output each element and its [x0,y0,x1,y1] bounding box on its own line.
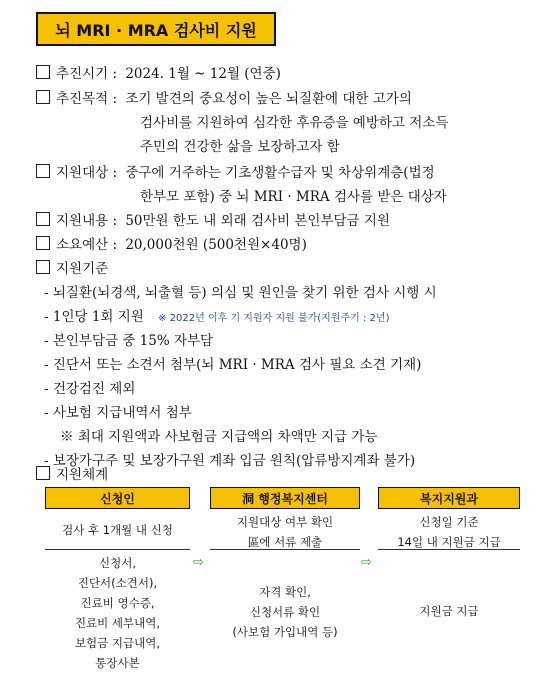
flow-detail-community-center [205,582,365,642]
flow-header-applicant: 신청인 [45,487,190,509]
content-value: 50만원 한도 내 외래 검사비 본인부담금 지원 [125,213,390,229]
flow-step-line: 신청일 기준 [419,515,479,529]
criteria-bullet-5: - 건강검진 제외 [44,381,136,397]
criteria-bullet-2-row [44,306,389,330]
criteria-note: ※ 2022년 이후 기 지원자 지원 불가(지원주기 : 2년) [158,313,390,324]
period-value: 2024. 1월 ~ 12월 (연중) [125,66,281,82]
flow-detail-line: 진료비 세부내역, [74,616,161,630]
flow-detail-applicant [40,553,195,673]
checkbox-icon [36,260,50,274]
flow-detail-line: 진료비 영수증, [80,596,155,610]
budget-label: 소요예산 : [56,237,118,253]
flow-step-applicant: 검사 후 1개월 내 신청 [62,523,173,537]
target-label: 지원대상 : [56,165,118,181]
flow-detail-line: (사보험 가입내역 등) [232,625,338,639]
flow-detail-line: 통장사본 [95,656,140,670]
flow-detail-line: 신청서, [99,556,136,570]
flow-divider [378,549,520,550]
criteria-bullet-1: - 뇌질환(뇌경색, 뇌출혈 등) 의심 및 원인을 찾기 위한 검사 시행 시 [44,285,437,301]
purpose-line-2: 검사비를 지원하여 심각한 후유증을 예방하고 저소득 [140,115,449,131]
flow-detail-line: 진단서(소견서), [77,576,158,590]
flow-detail-line: 자격 확인, [259,585,311,599]
flow-step-community-center [205,512,365,552]
item-content [36,210,390,232]
item-budget [36,234,307,256]
criteria-bullet-3: - 본인부담금 중 15% 자부담 [44,333,214,349]
arrow-right-icon: ⇨ [361,555,372,570]
item-system [36,464,108,486]
criteria-bullet-8: - 보장가구주 및 보장가구원 계좌 입금 원칙(압류방지계좌 불가) [44,453,416,469]
criteria-bullet-6: - 사보험 지급내역서 첨부 [44,405,192,421]
flow-step-line: 區에 서류 제출 [247,535,323,549]
checkbox-icon [36,212,50,226]
criteria-bullet-7: ※ 최대 지원액과 사보험금 지급액의 차액만 지급 가능 [60,429,378,445]
flow-step-line: 14일 내 지원금 지급 [397,535,501,549]
flow-step-welfare-division [373,512,525,552]
flow-step-line: 지원대상 여부 확인 [236,515,334,529]
criteria-bullet-2: - 1인당 1회 지원 [44,309,144,325]
checkbox-icon [36,466,50,480]
page-title: 뇌 MRI · MRA 검사비 지원 [36,12,276,46]
target-line-2: 한부모 포함) 중 뇌 MRI · MRA 검사를 받은 대상자 [140,189,447,205]
target-line-1: 중구에 거주하는 기초생활수급자 및 차상위계층(법정 [125,165,435,181]
checkbox-icon [36,164,50,178]
item-period [36,63,281,85]
checkbox-icon [36,236,50,250]
item-purpose [36,88,412,110]
flow-detail-line: 지원금 지급 [419,604,479,618]
flow-header-welfare-division: 복지지원과 [378,487,520,509]
flow-divider [45,549,190,550]
content-label: 지원내용 : [56,213,118,229]
purpose-line-1: 조기 발견의 중요성이 높은 뇌질환에 대한 고가의 [125,91,412,107]
item-criteria [36,258,108,280]
flow-divider [210,549,360,550]
flow-detail-line: 보험금 지급내역, [74,636,161,650]
purpose-line-3: 주민의 건강한 삶을 보장하고자 함 [140,139,340,155]
budget-value: 20,000천원 (500천원×40명) [125,237,307,253]
purpose-label: 추진목적 : [56,91,118,107]
checkbox-icon [36,90,50,104]
checkbox-icon [36,65,50,79]
flow-detail-welfare-division [373,601,525,621]
item-target [36,162,435,184]
arrow-right-icon: ⇨ [193,555,204,570]
criteria-bullet-4: - 진단서 또는 소견서 첨부(뇌 MRI · MRA 검사 필요 소견 기재) [44,357,422,373]
flow-detail-line: 신청서류 확인 [249,605,321,619]
criteria-label: 지원기준 [56,261,109,277]
system-label: 지원체계 [56,467,109,483]
flow-header-community-center: 洞 행정복지센터 [210,487,360,509]
period-label: 추진시기 : [56,66,118,82]
